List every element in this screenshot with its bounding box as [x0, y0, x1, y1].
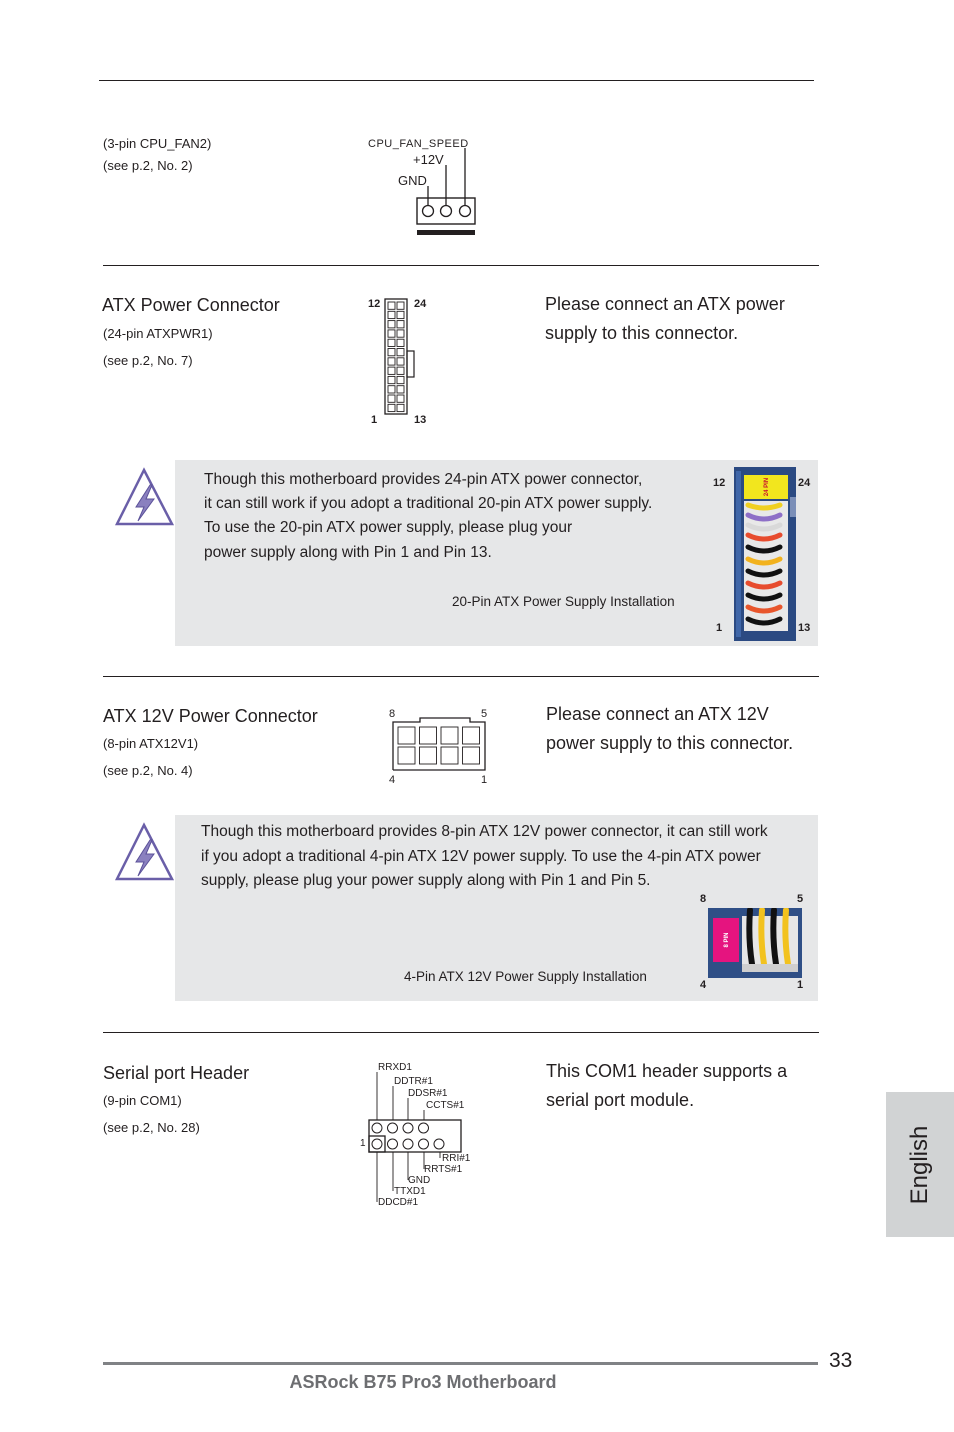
pin-cell: [388, 358, 395, 365]
atx-note-line: Though this motherboard provides 24-pin ATX power connector,: [204, 471, 643, 488]
atx12v-photo-pin-5: 5: [797, 893, 804, 905]
top-rule: [99, 80, 814, 81]
pin-cell: [397, 367, 404, 374]
serial-signal-bottom: RRI#1: [442, 1153, 471, 1164]
atx12v-note-line: if you adopt a traditional 4-pin ATX 12V power supply. To use the 4-pin ATX power: [201, 848, 761, 865]
atx12v-pin-1: 1: [481, 774, 488, 786]
pin-cell: [397, 330, 404, 337]
pin-cell: [397, 376, 404, 383]
serial-header-diagram: [356, 1058, 476, 1208]
pin-cell: [388, 376, 395, 383]
atx-photo-tag: 24 PIN: [764, 477, 770, 497]
atx12v-note-line: Though this motherboard provides 8-pin ATX 12V power connector, it can still work: [201, 823, 768, 840]
serial-signal-top: RRXD1: [378, 1062, 412, 1073]
footer-title: ASRock B75 Pro3 Motherboard: [289, 1372, 557, 1392]
pin-cell: [388, 404, 395, 411]
atx12v-pin-5: 5: [481, 708, 488, 720]
section-divider: [103, 676, 819, 677]
section-divider: [103, 265, 819, 266]
atx-20pin-photo: [734, 467, 796, 641]
atx12v-note-line: supply, please plug your power supply along with Pin 1 and Pin 5.: [201, 872, 651, 889]
pin-cell: [388, 311, 395, 318]
atx12v-note-caption: 4-Pin ATX 12V Power Supply Installation: [404, 969, 647, 984]
pin-cell: [398, 727, 415, 744]
pin-cell: [397, 311, 404, 318]
atx-pin-12: 12: [368, 298, 381, 310]
serial-description-1: This COM1 header supports a: [546, 1061, 788, 1081]
pin-cell: [388, 395, 395, 402]
pin-cell: [388, 339, 395, 346]
atx12v-photo-pin-1: 1: [797, 979, 804, 991]
footer-rule: [103, 1362, 818, 1365]
atx-power-title: ATX Power Connector: [102, 295, 280, 315]
warning-icon: [114, 467, 176, 527]
serial-pin-1-label: 1: [360, 1138, 366, 1149]
serial-pins: (9-pin COM1): [103, 1093, 182, 1108]
pin-cell: [420, 727, 437, 744]
cpu-fan-speed-label: CPU_FAN_SPEED: [368, 138, 469, 150]
cpu-fan-12v-label: +12V: [413, 152, 444, 167]
pin-circle: [372, 1123, 382, 1133]
pin-cell: [397, 302, 404, 309]
atx12v-photo-pin-8: 8: [700, 893, 707, 905]
atx12v-description-1: Please connect an ATX 12V: [546, 704, 769, 724]
serial-signal-top: DDTR#1: [394, 1076, 433, 1087]
pin-circle: [403, 1123, 413, 1133]
pin-cell: [397, 339, 404, 346]
atx-pin-24: 24: [414, 298, 427, 310]
atx12v-pin-grid: [398, 727, 480, 764]
atx-power-ref: (see p.2, No. 7): [103, 353, 193, 368]
serial-signal-bottom: GND: [408, 1175, 431, 1186]
atx-note-line: To use the 20-pin ATX power supply, please plug your: [204, 519, 573, 536]
atx-photo-pin-24: 24: [798, 477, 811, 489]
atx-pin-grid: [388, 302, 404, 412]
pin-cell: [463, 747, 480, 764]
atx-power-pins: (24-pin ATXPWR1): [103, 326, 213, 341]
pin-circle: [372, 1139, 382, 1149]
serial-ref: (see p.2, No. 28): [103, 1120, 200, 1135]
atx12v-pin-8: 8: [389, 708, 396, 720]
atx12v-description-2: power supply to this connector.: [546, 733, 794, 753]
cpu-fan-diagram: [362, 134, 482, 238]
cpu-fan-gnd-label: GND: [398, 173, 427, 188]
pin-circle: [419, 1139, 429, 1149]
pin-cell: [463, 727, 480, 744]
page-number: 33: [829, 1349, 853, 1372]
pin-cell: [420, 747, 437, 764]
atx-note-caption: 20-Pin ATX Power Supply Installation: [452, 594, 675, 609]
atx12v-photo-pin-4: 4: [700, 979, 707, 991]
pin-cell: [388, 321, 395, 328]
pin-cell: [388, 367, 395, 374]
atx12v-pins: (8-pin ATX12V1): [103, 736, 199, 751]
serial-signal-bottom: RRTS#1: [424, 1164, 463, 1175]
section-divider: [103, 1032, 819, 1033]
atx-4pin-photo: [708, 908, 802, 978]
language-tab: [886, 1092, 954, 1237]
atx-power-description-1: Please connect an ATX power: [545, 294, 785, 314]
pin-cell: [397, 386, 404, 393]
serial-signal-bottom: TTXD1: [394, 1186, 426, 1197]
atx-power-description-2: supply to this connector.: [545, 323, 739, 343]
atx-photo-pin-13: 13: [798, 622, 811, 634]
pin-cell: [388, 386, 395, 393]
pin-cell: [388, 349, 395, 356]
serial-signal-top: DDSR#1: [408, 1088, 448, 1099]
atx-24pin-diagram: [362, 294, 442, 428]
atx-photo-pin-1: 1: [716, 622, 723, 634]
atx-note-line: it can still work if you adopt a traditional 20-pin ATX power supply.: [204, 495, 653, 512]
atx-note-line: power supply along with Pin 1 and Pin 13.: [204, 544, 492, 561]
pin-cell: [397, 349, 404, 356]
pin-cell: [397, 404, 404, 411]
cpu-fan-pins: (3-pin CPU_FAN2): [103, 136, 212, 151]
serial-title: Serial port Header: [103, 1063, 250, 1083]
atx-pin-13: 13: [414, 414, 427, 426]
atx-8pin-diagram: [384, 704, 496, 788]
warning-icon: [114, 822, 176, 882]
atx-photo-pin-12: 12: [713, 477, 726, 489]
pin-cell: [388, 302, 395, 309]
pin-cell: [398, 747, 415, 764]
serial-signal-bottom: DDCD#1: [378, 1197, 419, 1208]
language-label: English: [906, 1125, 933, 1204]
atx12v-ref: (see p.2, No. 4): [103, 763, 193, 778]
atx12v-title: ATX 12V Power Connector: [103, 706, 318, 726]
pin-cell: [397, 395, 404, 402]
cpu-fan-ref: (see p.2, No. 2): [103, 158, 193, 173]
pin-circle: [403, 1139, 413, 1149]
serial-signal-top: CCTS#1: [426, 1100, 465, 1111]
pin-circle: [388, 1139, 398, 1149]
pin-circle: [388, 1123, 398, 1133]
pin-cell: [397, 321, 404, 328]
pin-circle: [434, 1139, 444, 1149]
pin-cell: [397, 358, 404, 365]
pin-cell: [388, 330, 395, 337]
atx-pin-1: 1: [371, 414, 378, 426]
pin-cell: [441, 727, 458, 744]
pin-cell: [441, 747, 458, 764]
atx12v-photo-tag: 8 PIN: [724, 932, 730, 948]
serial-description-2: serial port module.: [546, 1090, 695, 1110]
atx12v-pin-4: 4: [389, 774, 396, 786]
pin-circle: [419, 1123, 429, 1133]
